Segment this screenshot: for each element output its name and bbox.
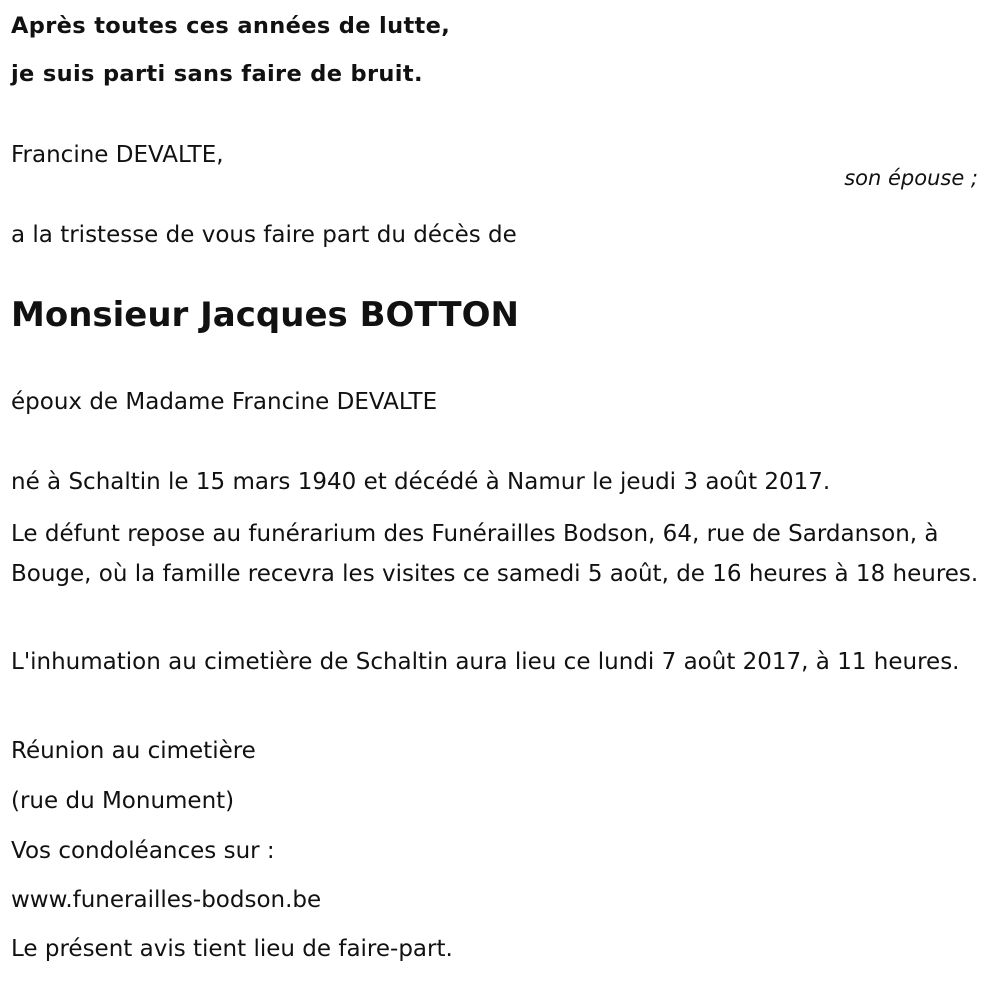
spouse-line: époux de Madame Francine DEVALTE xyxy=(11,389,438,415)
quote-line-1: Après toutes ces années de lutte, xyxy=(11,13,451,39)
website-link[interactable]: www.funerailles-bodson.be xyxy=(11,887,322,913)
notice-line: Le présent avis tient lieu de faire-part. xyxy=(11,936,453,962)
family-relation: son épouse ; xyxy=(844,166,978,190)
birth-death-line: né à Schaltin le 15 mars 1940 et décédé à Namur le jeudi 3 août 2017. xyxy=(11,469,831,495)
meeting-line: Réunion au cimetière xyxy=(11,738,256,764)
quote-line-2: je suis parti sans faire de bruit. xyxy=(11,61,423,87)
deceased-name: Monsieur Jacques BOTTON xyxy=(11,295,519,335)
funeral-home-paragraph: Le défunt repose au funérarium des Funérailles Bodson, 64, rue de Sardanson, à Bouge, où la famille recevra les visites ce samedi 5 août, de 16 heures à 18 heures. xyxy=(11,521,979,587)
condolences-line: Vos condoléances sur : xyxy=(11,838,275,864)
family-member-name: Francine DEVALTE, xyxy=(11,142,224,168)
meeting-place-line: (rue du Monument) xyxy=(11,788,235,814)
burial-paragraph: L'inhumation au cimetière de Schaltin aura lieu ce lundi 7 août 2017, à 11 heures. xyxy=(11,649,960,675)
announcement-text: a la tristesse de vous faire part du décès de xyxy=(11,222,517,248)
